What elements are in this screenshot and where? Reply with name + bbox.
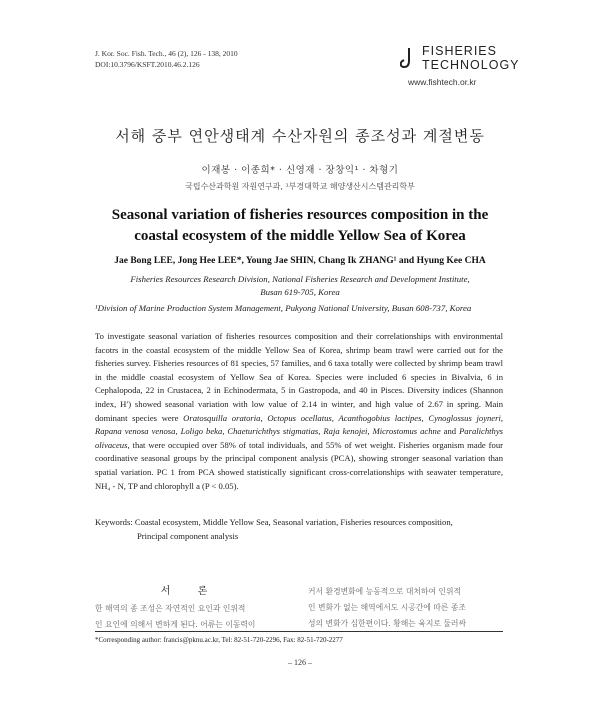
abstract-text-1: To investigate seasonal variation of fisheries resources composition and their correlationships with environmental facotrs in the coastal ecosystem of the middle Yellow Sea of Korea, shrimp beam trawl were carried out for the fisheries survey. Fisheries resources of 81 species, 57 families, and 6 taxa totally were collected by shrimp beam trawl in the middle coastal ecosystem of Yellow Sea of Korea. Species were included 6 species in Bivalvia, 6 in Cephalopoda, 22 in Crustacea, 2 in Echinodermata, 5 in Gastropoda, and 40 in Pisces. Diversity indices (Shannon index, H′) showed seasonal variation with low value of 2.14 in winter, and high value of 2.67 in spring. Main dominant species were [95, 331, 503, 423]
body-left-line-1: 한 해역의 종 조성은 자연적인 요인과 인위적 [95, 604, 246, 613]
abstract-species-last: Paralichthys olivaceus [95, 426, 503, 450]
body-column-left [95, 601, 285, 633]
english-title-line-1: Seasonal variation of fisheries resources composition in the [111, 207, 489, 223]
keywords [95, 515, 503, 543]
body-left-line-2: 인 요인에 의해서 변하게 된다. 어류는 이동력이 [95, 620, 256, 629]
body-right-line-3: 성의 변화가 심한편이다. 황해는 육지로 둘러싸 [308, 619, 466, 628]
journal-url[interactable]: www.fishtech.or.kr [408, 77, 477, 87]
abstract [95, 330, 503, 493]
affiliation-2: ¹Division of Marine Production System Management, Pukyong National University, Busan 608-737, Korea [95, 303, 472, 313]
section-title-introduction: 서 론 [160, 586, 220, 597]
keywords-line-1: Keywords: Coastal ecosystem, Middle Yellow Sea, Seasonal variation, Fisheries resources composition, [95, 517, 453, 527]
doi: DOI:10.3796/KSFT.2010.46.2.126 [95, 60, 200, 69]
body-column-right [308, 584, 503, 632]
korean-authors: 이재봉 · 이종희* · 신영재 · 장창익¹ · 차형기 [201, 165, 399, 176]
affiliation-1 [0, 273, 600, 299]
english-authors: Jae Bong LEE, Jong Hee LEE*, Young Jae SHIN, Chang Ik ZHANG¹ and Hyung Kee CHA [114, 256, 486, 266]
english-title [0, 205, 600, 247]
abstract-text-2: , that were occupied over 58% of total individuals, and 55% of wet weight. Fisheries organism made four coordinative seasonal groups by the principal component analysis (PCA), showing stronger seasonal variation than spatial variation. PC 1 from PCA showed statistically significant cross-correlationships with seawater temperature, NH₄ - N, TP and chlorophyll a (P < 0.05). [95, 439, 503, 491]
logo-line-1: FISHERIES [422, 44, 497, 58]
abstract-species: Oratosquilla oratoria, Octopus ocellatus, Acanthogobius lactipes, Cynoglossus joyneri, Rapana venosa venosa, Loligo beka, Chaeturichthys stigmatias, Raja kenojei, Microstomus achne [95, 412, 504, 437]
korean-affiliation: 국립수산과학원 자원연구과, ¹부경대학교 해양생산시스템관리학부 [185, 182, 415, 191]
logo-line-2: TECHNOLOGY [422, 58, 520, 72]
logo-wordmark [422, 44, 520, 72]
journal-citation [95, 48, 238, 70]
journal-reference: J. Kor. Soc. Fish. Tech., 46 (2), 126 - 138, 2010 [95, 49, 238, 58]
body-right-line-1: 커서 환경변화에 능동적으로 대처하여 인위적 [308, 587, 462, 596]
korean-title: 서해 중부 연안생태계 수산자원의 종조성과 계절변동 [115, 127, 485, 145]
affiliation-1-line-1: Fisheries Resources Research Division, National Fisheries Research and Development Institute, [130, 274, 470, 284]
keywords-line-2: Principal component analysis [137, 531, 239, 541]
abstract-and: and [440, 426, 460, 437]
english-title-line-2: coastal ecosystem of the middle Yellow Sea of Korea [134, 228, 466, 244]
body-right-line-2: 인 변화가 없는 해역에서도 시공간에 따른 종조 [308, 603, 466, 612]
corresponding-author-footnote: *Corresponding author: francis@pknu.ac.kr, Tel: 82-51-720-2296, Fax: 82-51-720-2277 [95, 636, 343, 644]
affiliation-1-line-2: Busan 619-705, Korea [260, 287, 340, 297]
page-number: – 126 – [288, 658, 312, 667]
footnote-divider [95, 631, 503, 632]
fish-hook-icon [400, 47, 416, 69]
